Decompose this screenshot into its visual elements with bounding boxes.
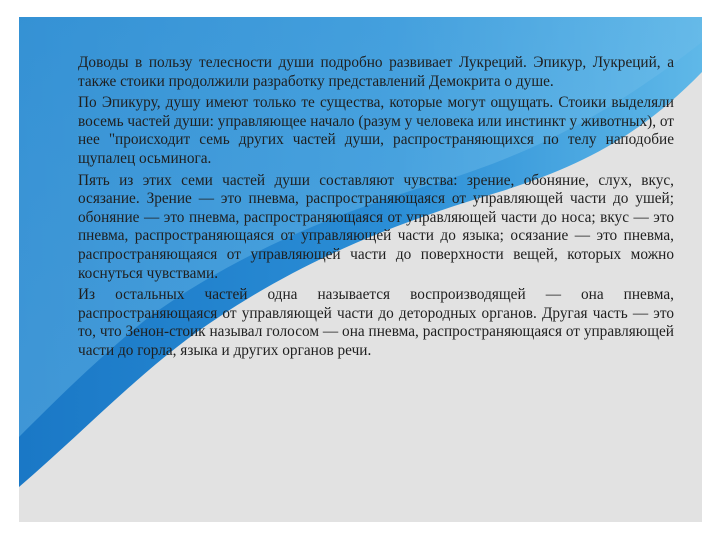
paragraph-2: По Эпикуру, душу имеют только те существа, которые могут ощущать. Стоики выделяли восемь частей души: управляющее начало (разум у человека или инстинкт у животных), от нее "происходит семь других частей души, распространяющихся по телу наподобие щупалец осьминога.	[78, 94, 674, 167]
text-body	[78, 54, 674, 364]
paragraph-3: Пять из этих семи частей души составляют чувства: зрение, обоняние, слух, вкус, осязание. Зрение — это пневма, распространяющаяся от управляющей части до ушей; обоняние — это пневма, распространяющаяся от управляющей части до носа; вкус — это пневма, распространяющаяся от управляющей части до языка; осязание — это пневма, распространяющаяся от управляющей части до поверхности вещей, которых можно коснуться чувствами.	[78, 171, 674, 282]
paragraph-4: Из остальных частей одна называется воспроизводящей — она пневма, распространяющаяся от управляющей части до детородных органов. Другая часть — это то, что Зенон-стоик называл голосом — она пневма, распространяющаяся от управляющей части до горла, языка и других органов речи.	[78, 286, 674, 359]
content-panel	[19, 17, 702, 522]
paragraph-1: Доводы в пользу телесности души подробно развивает Лукреций. Эпикур, Лукреций, а также стоики продолжили разработку представлений Демокрита о душе.	[78, 54, 674, 90]
